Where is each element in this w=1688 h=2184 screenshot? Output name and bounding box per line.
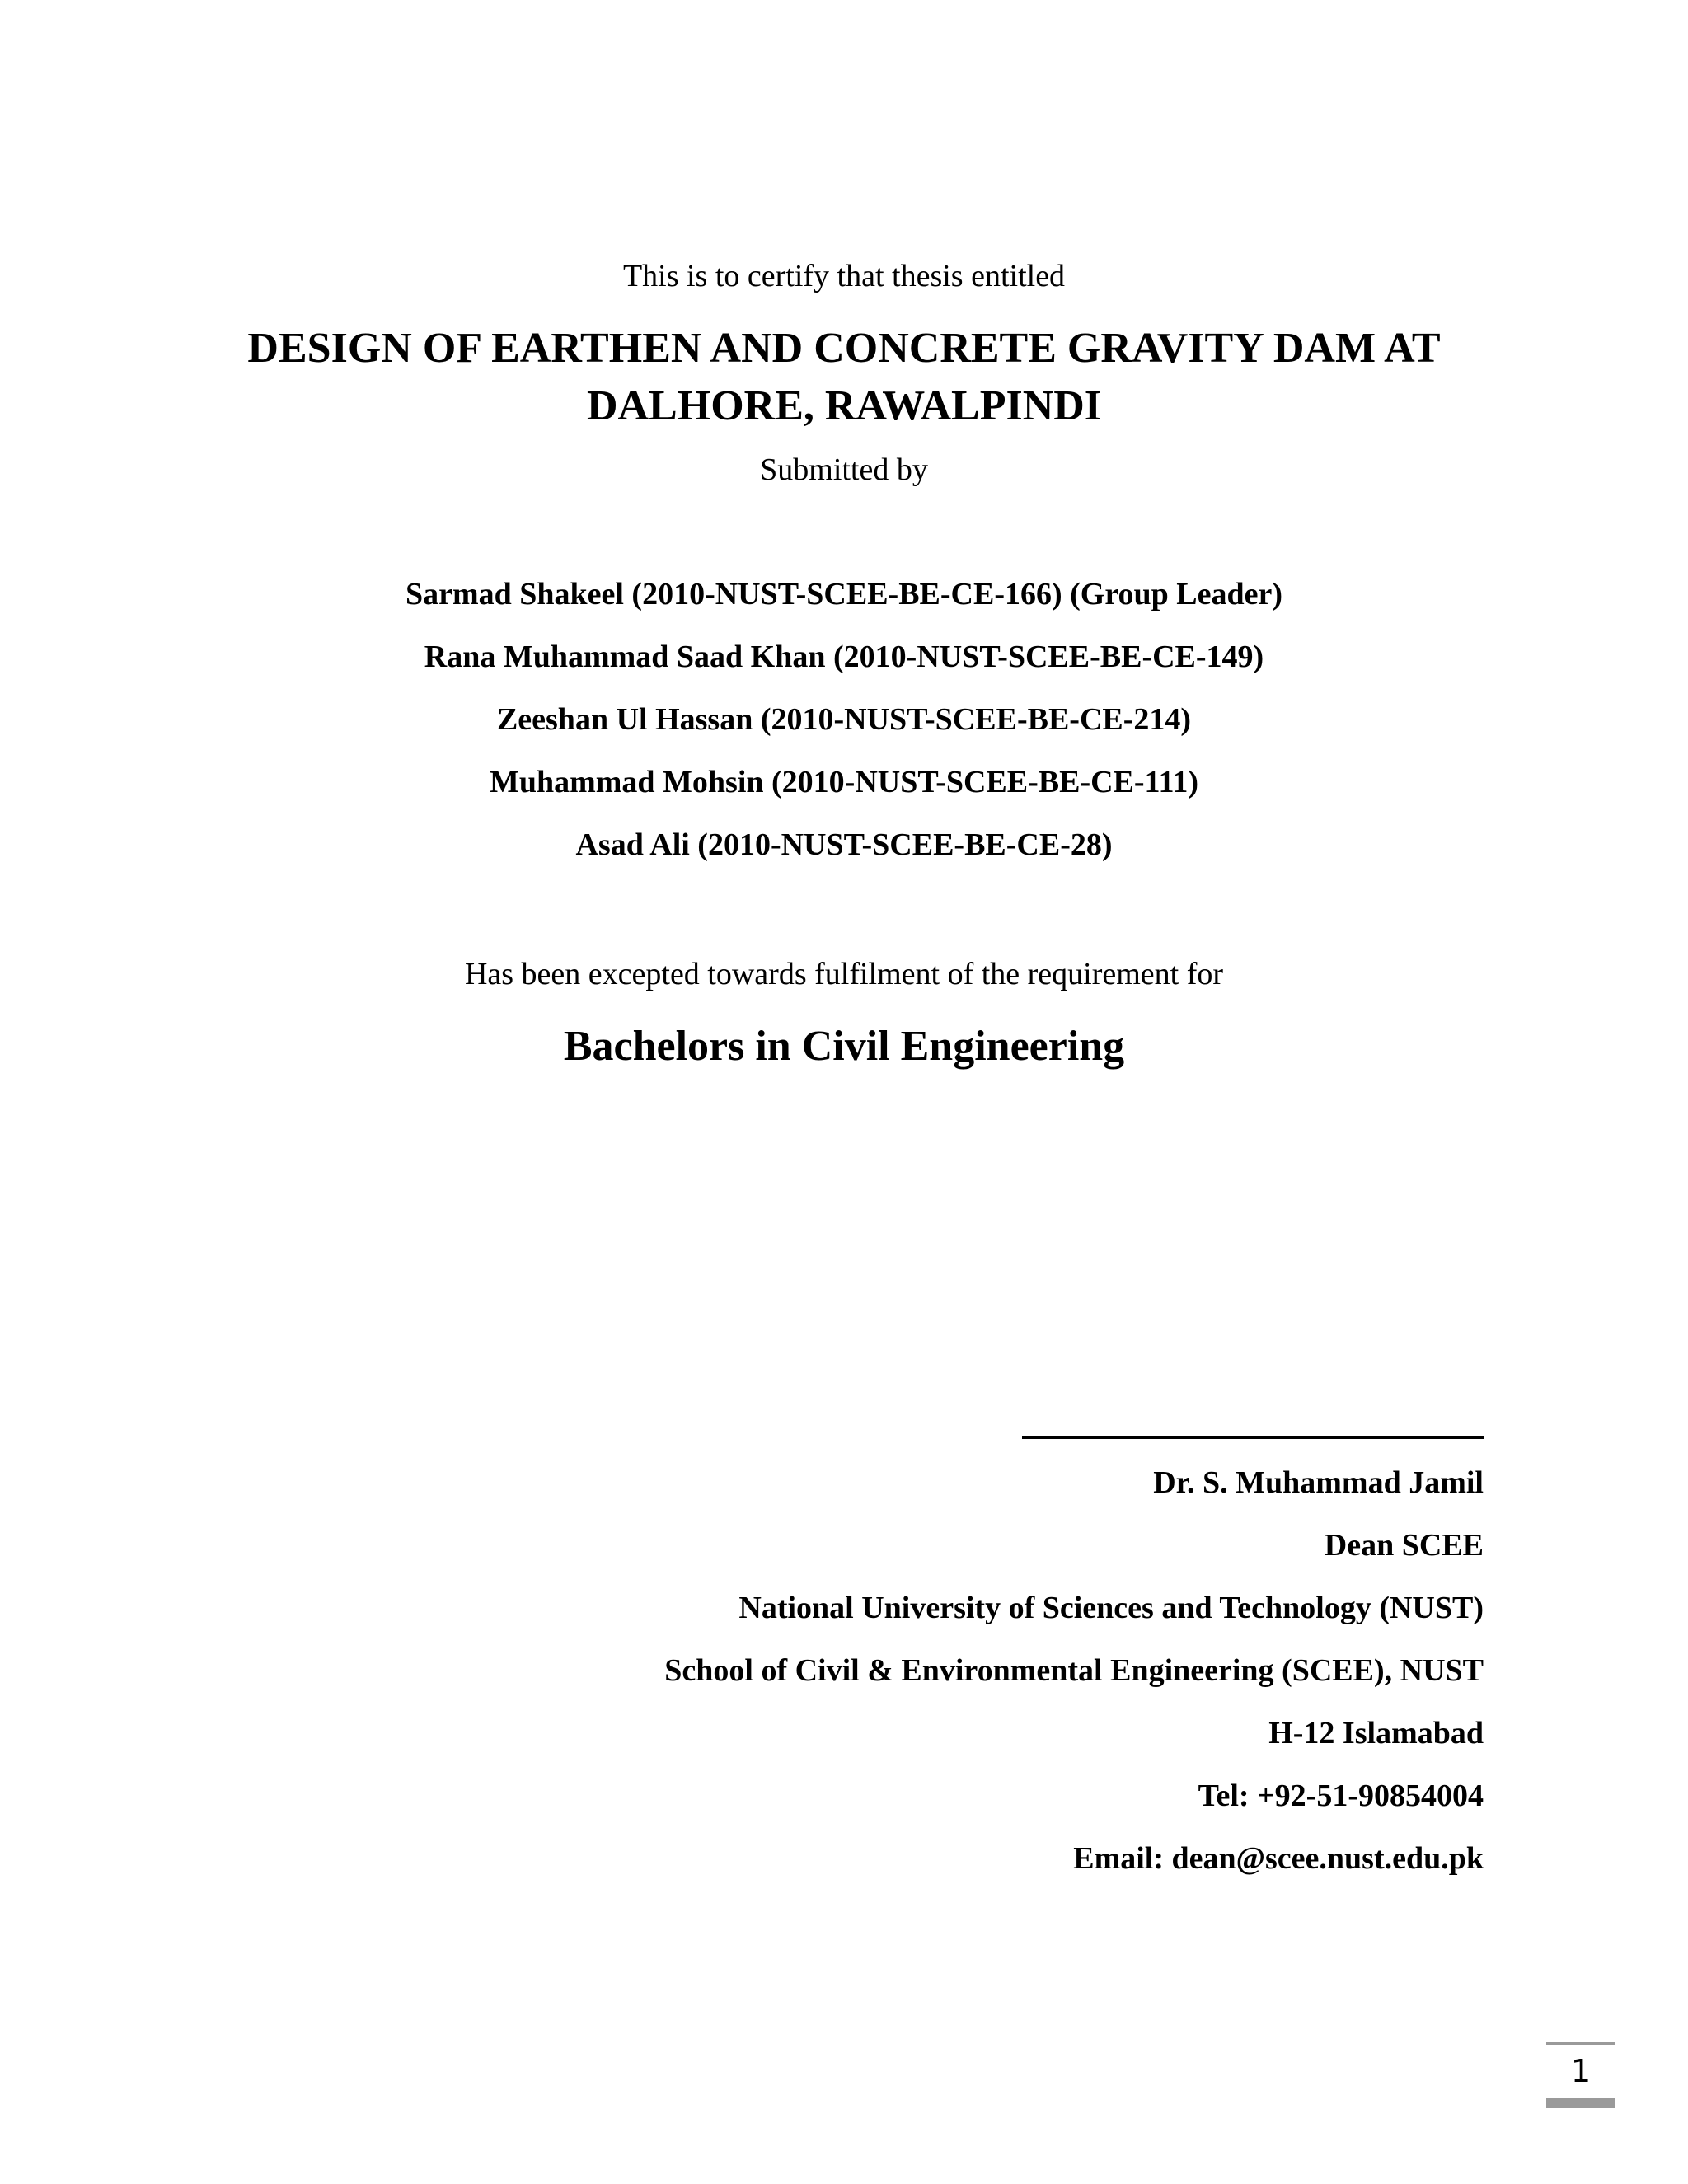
group-member: Asad Ali (2010-NUST-SCEE-BE-CE-28) xyxy=(575,827,1113,862)
group-member: Sarmad Shakeel (2010-NUST-SCEE-BE-CE-166) (Group Leader) xyxy=(405,577,1283,612)
thesis-title-line-2: DALHORE, RAWALPINDI xyxy=(586,382,1102,429)
degree-title: Bachelors in Civil Engineering xyxy=(563,1023,1125,1070)
page-number: 1 xyxy=(1570,2053,1592,2089)
signatory-telephone: Tel: +92-51-90854004 xyxy=(1198,1779,1484,1813)
acceptance-statement: Has been excepted towards fulfilment of the requirement for xyxy=(464,957,1224,991)
signatory-block xyxy=(495,1462,1484,1900)
certification-intro: This is to certify that thesis entitled xyxy=(622,259,1066,293)
signatory-location: H-12 Islamabad xyxy=(1268,1716,1484,1750)
signatory-designation: Dean SCEE xyxy=(1324,1528,1484,1563)
page-number-bottom-rule xyxy=(1546,2098,1615,2108)
thesis-title xyxy=(0,320,1688,435)
group-member: Rana Muhammad Saad Khan (2010-NUST-SCEE-BE-CE-149) xyxy=(424,640,1264,674)
page-number-footer xyxy=(1546,2042,1615,2110)
signatory-university: National University of Sciences and Technology (NUST) xyxy=(738,1591,1484,1625)
group-member: Zeeshan Ul Hassan (2010-NUST-SCEE-BE-CE-214) xyxy=(496,702,1192,737)
submitted-by-label: Submitted by xyxy=(760,452,928,487)
signatory-name: Dr. S. Muhammad Jamil xyxy=(1153,1465,1484,1500)
group-member: Muhammad Mohsin (2010-NUST-SCEE-BE-CE-111) xyxy=(489,765,1199,799)
signature-line xyxy=(1022,1436,1484,1439)
page-number-top-rule xyxy=(1546,2042,1615,2045)
group-members-list xyxy=(0,574,1688,887)
signatory-school: School of Civil & Environmental Engineering (SCEE), NUST xyxy=(664,1653,1484,1688)
signatory-email: Email: dean@scee.nust.edu.pk xyxy=(1073,1841,1484,1876)
thesis-title-line-1: DESIGN OF EARTHEN AND CONCRETE GRAVITY DAM AT xyxy=(247,325,1441,372)
